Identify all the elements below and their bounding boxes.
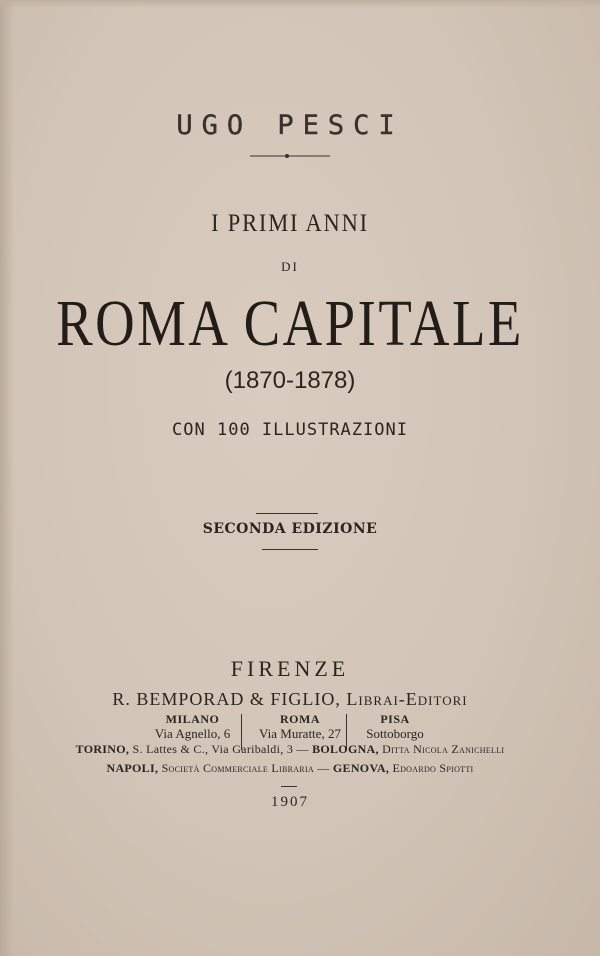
title-line-1: I PRIMI ANNI [211,210,369,237]
publication-year: 1907 [271,794,309,810]
illustrations-note: CON 100 ILLUSTRAZIONI [172,420,408,440]
publisher-role: Librai-Editori [346,689,468,709]
branch-roma [250,712,350,742]
agents-line-2 [0,761,580,776]
title-di: DI [281,259,299,274]
branch-city: MILANO [165,712,220,726]
edition-rule-bottom [262,549,318,550]
agent-text: Edoardo Spiotti [392,761,474,775]
branch-city: PISA [380,712,410,726]
publisher-line [0,689,580,710]
agent-text: Ditta Nicola Zanichelli [382,742,505,756]
branch-milano [140,712,245,742]
branch-pisa [355,712,435,742]
branch-address: Via Muratte, 27 [259,726,341,741]
branch-address: Via Agnello, 6 [154,726,231,741]
author-name: UGO PESCI [176,110,404,141]
year-rule [281,786,297,787]
agent-text: S. Lattes & C., Via Garibaldi, 3 — [132,742,309,756]
publisher-city: FIRENZE [230,656,350,681]
edition-label: SECONDA EDIZIONE [202,521,378,537]
agent-text: Società Commerciale Libraria — [161,761,330,775]
years-range: (1870-1878) [224,367,356,394]
branch-address: Sottoborgo [366,726,424,741]
main-title: ROMA CAPITALE [56,287,524,360]
agent-city: BOLOGNA, [312,742,379,756]
edition-rule-top [256,513,318,514]
agent-city: TORINO, [75,742,130,756]
agent-city: NAPOLI, [106,761,159,775]
branch-city: ROMA [280,712,320,726]
agent-city: GENOVA, [332,761,390,775]
agents-line-1 [0,742,580,757]
ornament-rule-icon [250,152,330,160]
publisher-name: R. BEMPORAD & FIGLIO, [112,689,341,709]
